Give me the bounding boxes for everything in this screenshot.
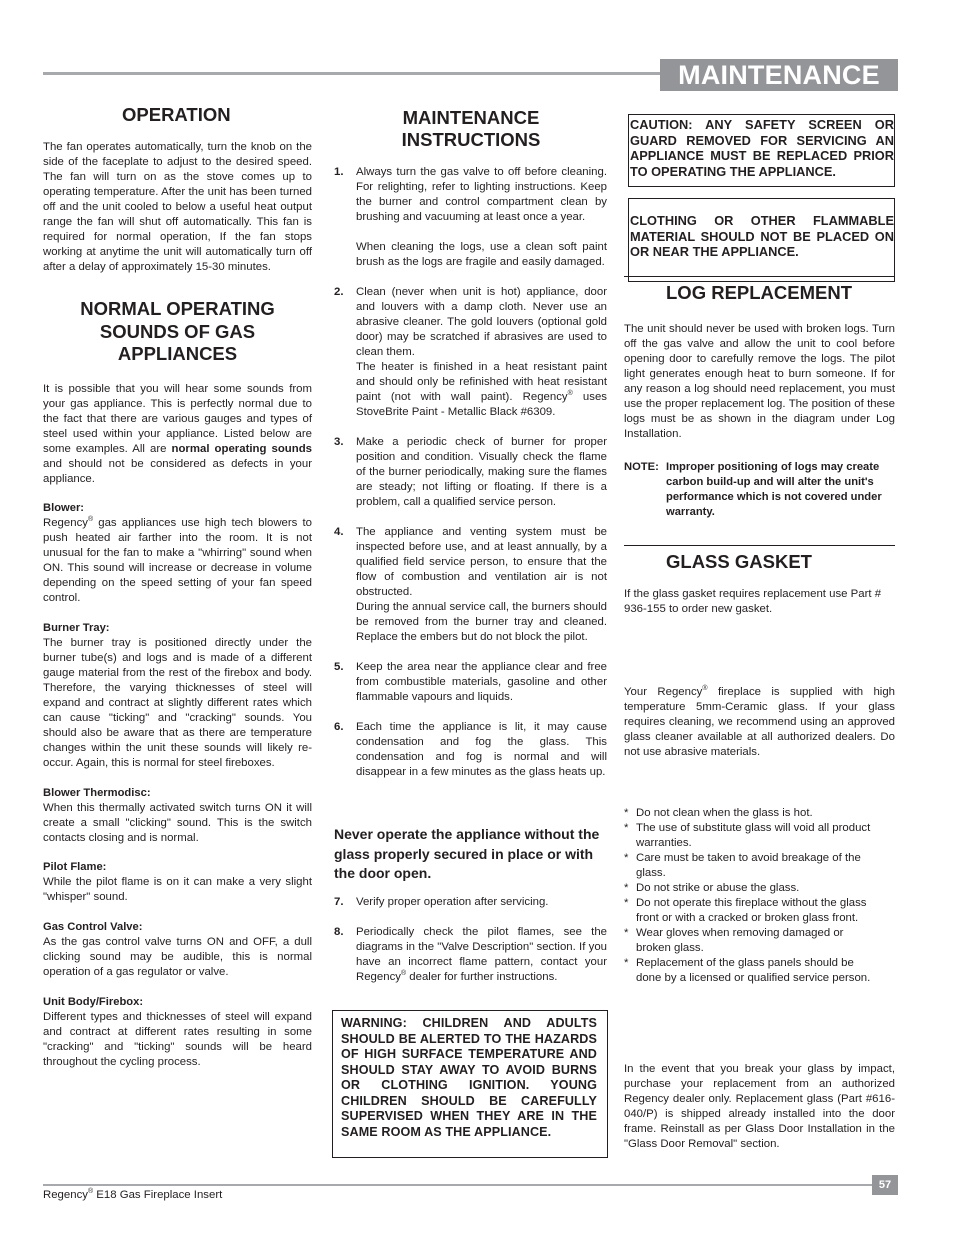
page-number: 57 [872, 1175, 898, 1195]
footer-product-name: Regency® E18 Gas Fireplace Insert [43, 1188, 223, 1201]
glass-precautions-list [624, 806, 874, 986]
step-1: 1. Always turn the gas valve to off before cleaning. For relighting, refer to lighting instructions. Keep the burner and control compartment clean by brushing and vacuuming at least once a year. When cleaning the logs, use a clean soft paint brush as the logs are fragile and easily damaged. [334, 166, 607, 268]
gas-valve-label: Gas Control Valve: [43, 921, 143, 933]
glass-precaution-item: * Replacement of the glass panels should be done by a licensed or qualified service person. [624, 957, 871, 984]
glass-precaution-item: * Wear gloves when removing damaged or broken glass. [624, 927, 844, 954]
burner-tray-text: The burner tray is positioned directly under the burner tube(s) and logs and is made of a different gauge material from the rest of the firebox and body. Therefore, the varying thicknesses of steel will expand and contract at slightly different rates which can cause "ticking" and "cracking" sounds. You should also be aware that as there are temperature changes within the unit these sounds will likely re-occur. Again, this is normal for steel fireboxes. [43, 637, 312, 769]
burner-tray-label: Burner Tray: [43, 622, 110, 634]
log-replacement-text: The unit should never be used with broken logs. Turn off the gas valve and allow the unit to cool before opening door to carefully remove the logs. The pilot light generates enough heat to burn someone. If for any reason a log should need replacement, you must use the proper replacement log. The position of these logs must be as shown in the diagram under Log Installation. [624, 323, 895, 440]
gasket-section-rule [624, 545, 895, 546]
sounds-heading: NORMAL OPERATING SOUNDS OF GAS APPLIANCES [80, 298, 275, 364]
step-6: 6. Each time the appliance is lit, it may cause condensation and fog the glass. This condensation and fog is normal and will disappear in a few minutes as the glass heats up. [334, 721, 607, 778]
glass-cleaning-text: Your Regency® fireplace is supplied with high temperature 5mm-Ceramic glass. If your glass requires cleaning, we recommend using an approved glass cleaner available at all authorized dealers. Do not use abrasive materials. [624, 685, 896, 758]
pilot-flame-label: Pilot Flame: [43, 861, 107, 873]
step-4: 4. The appliance and venting system must be inspected before use, and at least annually, by a qualified field service person, to ensure that the flow of combustion and ventilation air is not obstructed. During the annual service call, the burners should be removed from the burner tray and cleaned. Replace the embers but do not block the pilot. [334, 526, 607, 643]
step-2: 2. Clean (never when unit is hot) appliance, door and louvers with a damp cloth. Never use an abrasive cleaner. The gold louvers (optional gold door) may be scratched if abrasives are used to clean them. The heater is finished in a heat resistant paint and should only be refinished with heat resistant paint (not with wall paint). Regency® uses StoveBrite Paint - Metallic Black #6309. [334, 286, 607, 418]
footer-rule [43, 1184, 873, 1186]
glass-precaution-item: * Care must be taken to avoid breakage of the glass. [624, 852, 861, 879]
glass-gasket-heading: GLASS GASKET [666, 551, 812, 572]
caution-flammable-box: CLOTHING OR OTHER FLAMMABLE MATERIAL SHOULD NOT BE PLACED ON OR NEAR THE APPLIANCE. [628, 198, 895, 282]
blower-text: Regency® gas appliances use high tech blowers to push heated air farther into the room. It is not unusual for the fan to make a "whirring" sound when ON. This sound will increase or decrease in volume depending on the speed setting of your fan speed control. [43, 516, 312, 604]
glass-precaution-item: * The use of substitute glass will void all product warranties. [624, 822, 871, 849]
maintenance-steps-continued [334, 895, 607, 985]
step-7: 7. Verify proper operation after servicing. [334, 896, 549, 908]
maintenance-heading: MAINTENANCE INSTRUCTIONS [401, 107, 541, 150]
step-5: 5. Keep the area near the appliance clear and free from combustible materials, gasoline and other flammable vapours and liquids. [334, 661, 607, 703]
sounds-intro: It is possible that you will hear some sounds from your gas appliance. This is perfectly normal due to the fact that there are various gauges and types of steel used within your appliance. Listed below are some examples. All are normal operating sounds and should not be considered as defects in your appliance. [43, 383, 313, 485]
log-note: NOTE: Improper positioning of logs may create carbon build-up and will alter the unit's performance which is not covered under warranty. [624, 461, 882, 518]
header-rule [43, 72, 663, 75]
step-3: 3. Make a periodic check of burner for proper position and condition. Visually check the flame of the burner periodically, making sure the flames are steady; not lifting or floating. If there is a problem, call a qualified service person. [334, 436, 607, 508]
log-replacement-heading: LOG REPLACEMENT [666, 282, 853, 303]
glass-precaution-item: * Do not strike or abuse the glass. [624, 882, 800, 894]
page-title: MAINTENANCE [660, 59, 898, 91]
pilot-flame-text: While the pilot flame is on it can make a very slight "whisper" sound. [43, 876, 312, 903]
caution-safety-screen-box: CAUTION: ANY SAFETY SCREEN OR GUARD REMOVED FOR SERVICING AN APPLIANCE MUST BE REPLACED PRIOR TO OPERATING THE APPLIANCE. [628, 114, 895, 187]
glass-gasket-text: If the glass gasket requires replacement use Part # 936-155 to order new gasket. [624, 588, 882, 615]
log-section-rule [624, 276, 895, 277]
never-operate-notice: Never operate the appliance without the glass properly secured in place or with the door open. [334, 826, 600, 881]
blower-label: Blower: [43, 502, 85, 514]
operation-text: The fan operates automatically, turn the knob on the side of the faceplate to adjust to the desired speed. The fan will turn on as the stove comes up to operating temperature. After the unit has been turned off and the unit cooled to below a useful heat output range the fan will shut off automatically. This fan is required for normal operation, If the fan stops working at anytime the unit will automatically turn off after a delay of approximately 15-30 minutes. [43, 141, 312, 273]
step-8: 8. Periodically check the pilot flames, see the diagrams in the "Valve Description" section. If you have an incorrect flame pattern, contact your Regency® dealer for further instructions. [334, 926, 607, 983]
unit-body-label: Unit Body/Firebox: [43, 996, 144, 1008]
children-warning-box: WARNING: CHILDREN AND ADULTS SHOULD BE ALERTED TO THE HAZARDS OF HIGH SURFACE TEMPERATURE AND SHOULD STAY AWAY TO AVOID BURNS OR CLOTHING IGNITION. YOUNG CHILDREN SHOULD BE CAREFULLY SUPERVISED WHEN THEY ARE IN THE SAME ROOM AS THE APPLIANCE. [332, 1010, 608, 1158]
thermodisc-label: Blower Thermodisc: [43, 787, 151, 799]
glass-breakage-text: In the event that you break your glass by impact, purchase your replacement from an authorized Regency dealer only. Replacement glass (Part #616-040/P) is shipped already installed into the door frame. Reinstall as per Glass Door Installation in the "Glass Door Removal" section. [624, 1063, 895, 1150]
glass-precaution-item: * Do not operate this fireplace without the glass front or with a cracked or broken glass front. [624, 897, 867, 924]
thermodisc-text: When this thermally activated switch turns ON it will create a small "clicking" sound. This is the switch contacts closing and is normal. [43, 802, 312, 844]
unit-body-text: Different types and thicknesses of steel will expand and contract at different rates resulting in some "cracking" and "ticking" sounds will be heard throughout the cycling process. [43, 1011, 312, 1068]
glass-precaution-item: * Do not clean when the glass is hot. [624, 807, 813, 819]
operation-heading: OPERATION [122, 104, 231, 125]
maintenance-steps [334, 165, 607, 780]
gas-valve-text: As the gas control valve turns ON and OFF, a dull clicking sound may be audible, this is normal operation of a gas regulator or valve. [43, 936, 312, 978]
